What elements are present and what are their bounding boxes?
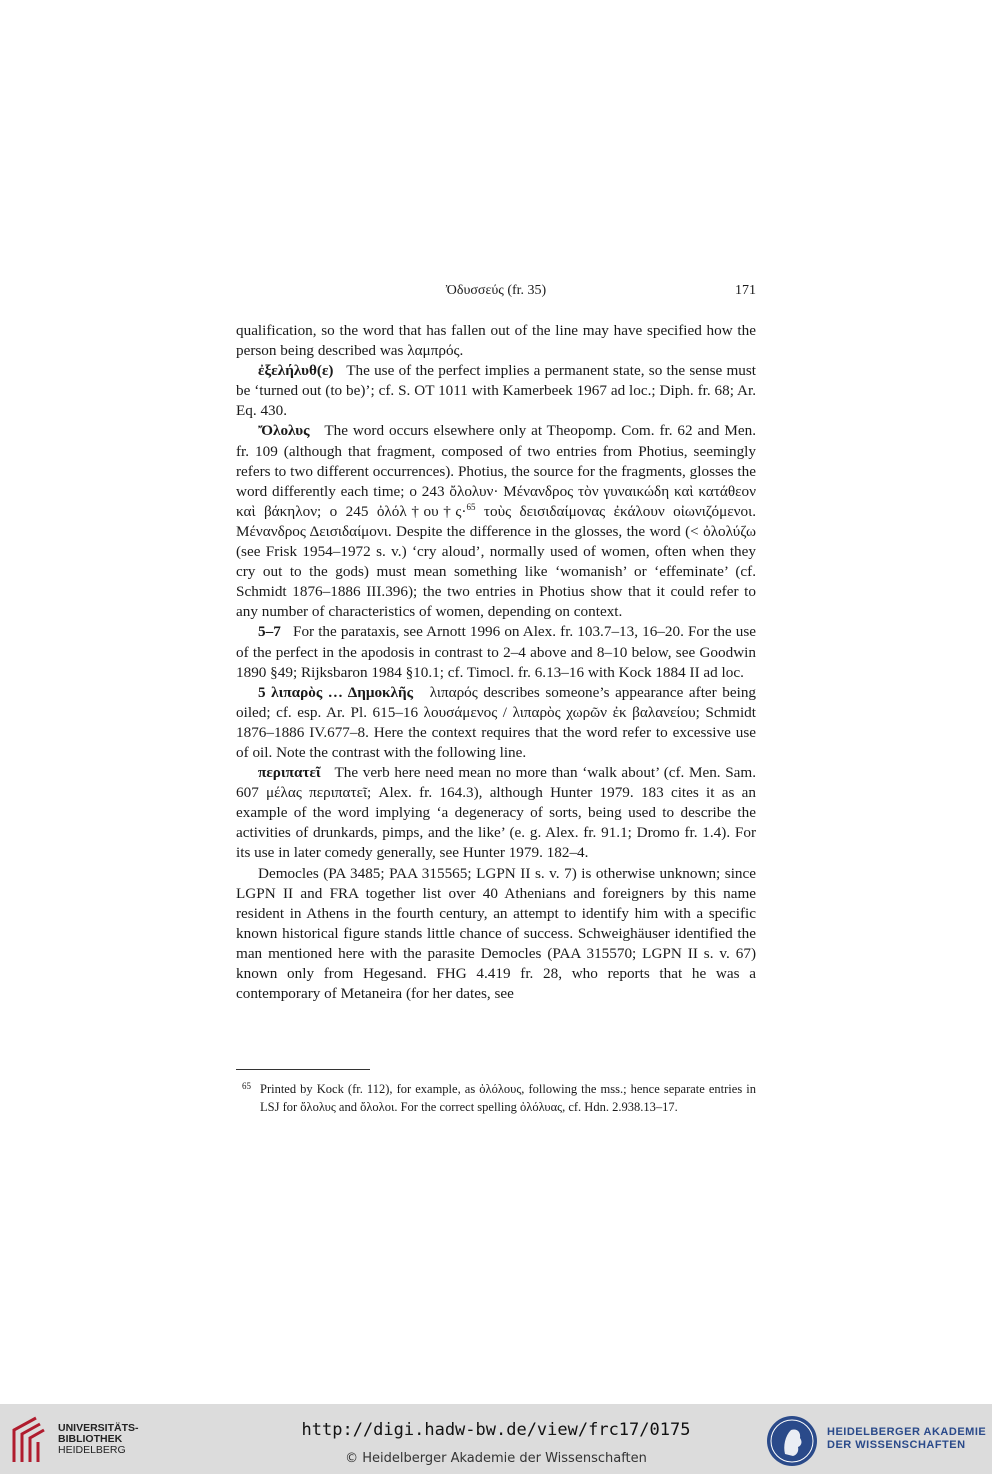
paragraph-text: λιπαρός describes someone’s appearance after being oiled; cf. esp. Ar. Pl. 615–16 λουσάμενος / λιπαρὸς χωρῶν ἐκ βαλανείου; Schmidt 1876–1886 IV.677–8. Here the context requires that the word refer to excessive use of oil. Note the contrast with the following line.: [236, 683, 757, 761]
lemma: 5–7: [258, 623, 281, 641]
paragraph-text: For the parataxis, see Arnott 1996 on Alex. fr. 103.7–13, 16–20. For the use of the perfect in the apodosis in contrast to 2–4 above and 8–10 below, see Goodwin 1890 §49; Rijksbaron 1984 §10.1; cf. Timocl. fr. 6.13–16 with Kock 1884 II ad loc.: [236, 623, 756, 681]
lemma: περιπατεῖ: [258, 764, 321, 782]
footnote: [236, 1081, 756, 1116]
footnote-text: Printed by Kock (fr. 112), for example, as ὀλόλους, following the mss.; hence separate entries in LSJ for ὄλολυς and ὄλολοι. For the correct spelling ὀλόλυας, cf. Hdn. 2.938.13–17.: [260, 1082, 756, 1114]
page-number: 171: [735, 283, 756, 298]
hadw-wordmark[interactable]: HEIDELBERGER AKADEMIE DER WISSENSCHAFTEN: [827, 1426, 987, 1451]
paragraph-2: [236, 361, 756, 421]
paragraph-4: [236, 622, 756, 682]
copyright-notice: © Heidelberger Akademie der Wissenschaften: [345, 1451, 647, 1466]
commentary-body: [236, 321, 756, 1004]
paragraph-1: qualification, so the word that has fallen out of the line may have specified how the person being described was λαμπρός.: [236, 322, 756, 360]
footnote-separator: [236, 1069, 370, 1070]
footnote-reference[interactable]: 65: [466, 501, 476, 512]
lemma: Ὄλολυς: [258, 422, 310, 440]
lemma: ἐξελήλυθ(ε): [258, 362, 334, 380]
lemma: 5 λιπαρὸς … Δημοκλῆς: [258, 683, 413, 701]
paragraph-3: [236, 421, 756, 622]
paragraph-6: [236, 763, 756, 863]
running-head: [236, 283, 756, 303]
paragraph-text: The use of the perfect implies a permanent state, so the sense must be ‘turned out (to be)’; cf. S. OT 1011 with Kamerbeek 1967 ad loc.; Diph. fr. 68; Ar. Eq. 430.: [236, 362, 757, 420]
running-head-title: Ὀδυσσεύς (fr. 35): [445, 283, 547, 298]
hadw-seal-icon[interactable]: [765, 1414, 819, 1468]
paragraph-text: The word occurs elsewhere only at Theopomp. Com. fr. 62 and Men. fr. 109 (although that fragment, composed of two entries from Photius, seemingly refers to two different occurrences). Photius, the source for the fragments, glosses the word differently each time; ο 243 ὄλολυν· Μένανδρος τὸν γυναικώδη καὶ κατάθεον καὶ βάκηλον; ο 245 ὀλόλ†ου†ς·: [236, 422, 757, 520]
paragraph-text: τοὺς δεισιδαίμονας ἐκάλουν οἰωνιζόμενοι. Μένανδρος Δεισιδαίμονι. Despite the difference in the glosses, the word (< ὀλολύζω (see Frisk 1954–1972 s. v.) ‘cry aloud’, normally used of women, often when they cry out to the gods) must mean something like ‘womanish’ or ‘effeminate’ (cf. Schmidt 1876–1886 III.396); the two entries in Photius show that it could refer to any number of characteristics of women, depending on context.: [236, 502, 756, 621]
ub-heidelberg-wordmark[interactable]: UNIVERSITÄTS- BIBLIOTHEK HEIDELBERG: [58, 1422, 139, 1456]
permalink-url[interactable]: http://digi.hadw-bw.de/view/frc17/0175: [301, 1420, 691, 1440]
viewer-footer-bar: [0, 1404, 992, 1474]
paragraph-text: The verb here need mean no more than ‘walk about’ (cf. Men. Sam. 607 μέλας περιπατεῖ; Alex. fr. 164.3), although Hunter 1979. 183 cites it as an example of the word implying ‘a degeneracy of sorts, being used to describe the activities of drunkards, pimps, and the like’ (e. g. Alex. fr. 91.1; Dromo fr. 1.4). For its use in later comedy generally, see Hunter 1979. 182–4.: [236, 764, 757, 862]
paragraph-7: Democles (PA 3485; PAA 315565; LGPN II s. v. 7) is otherwise unknown; since LGPN II and FRA together list over 40 Athenians and foreigners by this name resident in Athens in the fourth century, an attempt to identify him with a specific known historical figure stands little chance of success. Schweighäuser identified the man mentioned here with the parasite Democles (PAA 315570; LGPN II s. v. 67) known only from Hegesand. FHG 4.419 fr. 28, who reports that he was a contemporary of Metaneira (for her dates, see: [236, 864, 756, 1003]
footnote-number: 65: [242, 1081, 251, 1091]
paragraph-5: [236, 683, 756, 763]
